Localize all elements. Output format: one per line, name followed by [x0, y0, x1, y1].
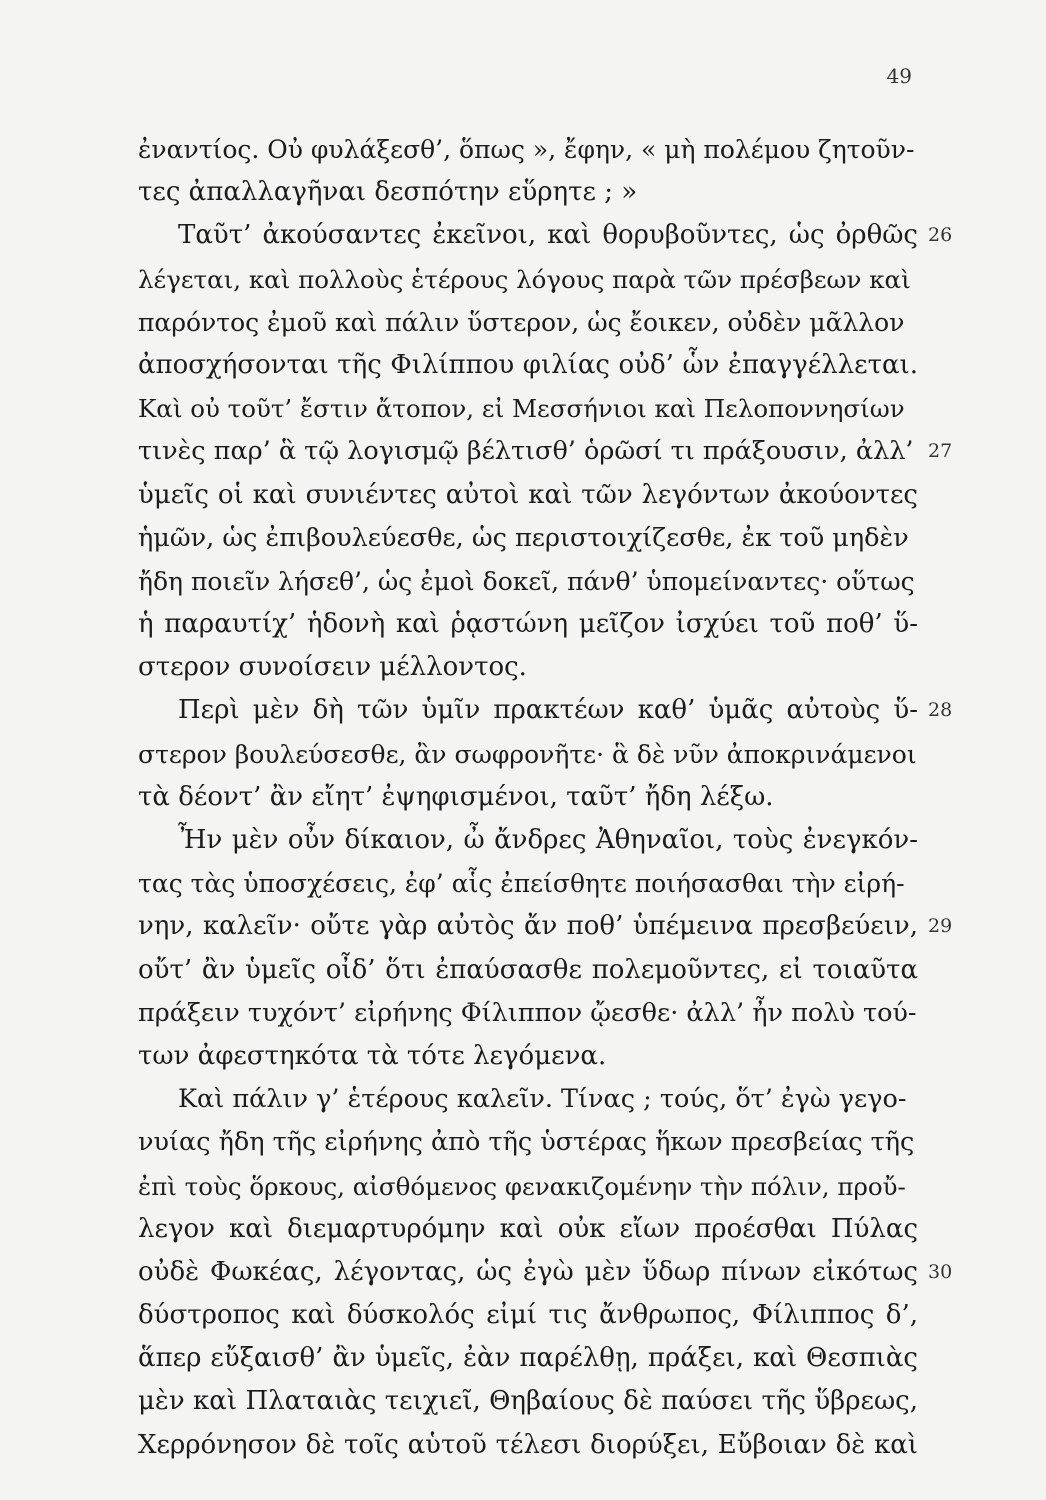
text-line [138, 128, 918, 171]
text-line-content: ὑμεῖς οἱ καὶ συνιέντες αὐτοὶ καὶ τῶν λεγόντων ἀκούοντες [138, 479, 918, 510]
text-line [138, 474, 918, 517]
text-line [138, 301, 918, 344]
text-line [138, 862, 918, 905]
text-line [138, 646, 918, 689]
text-line-content: Χερρόνησον δὲ τοῖς αὑτοῦ τέλεσι διορύξει, Εὔβοιαν δὲ καὶ [138, 1429, 918, 1460]
text-line [138, 776, 918, 819]
text-body [138, 128, 953, 1467]
section-number: 28 [928, 699, 953, 722]
text-line-content: ἅπερ εὔξαισθ’ ἂν ὑμεῖς, ἐὰν παρέλθῃ, πράξει, καὶ Θεσπιὰς [138, 1343, 918, 1374]
text-line-content: Καὶ πάλιν γ’ ἑτέρους καλεῖν. Τίνας ; τούς, ὅτ’ ἐγὼ γεγο- [178, 1084, 907, 1115]
text-line-content: οὐδὲ Φωκέας, λέγοντας, ὡς ἐγὼ μὲν ὕδωρ πίνων εἰκότως [138, 1256, 918, 1287]
text-line-content: λεγον καὶ διεμαρτυρόμην καὶ οὐκ εἴων προέσθαι Πύλας [138, 1213, 918, 1244]
text-line-content: δύστροπος καὶ δύσκολός εἰμί τις ἄνθρωπος, Φίλιππος δ’, [138, 1300, 918, 1331]
text-line-content: τὰ δέοντ’ ἂν εἴητ’ ἐψηφισμένοι, ταῦτ’ ἤδη λέξω. [138, 781, 774, 812]
text-line [138, 1380, 918, 1423]
text-line [138, 949, 918, 992]
text-line [138, 1035, 918, 1078]
text-line [138, 1424, 918, 1467]
text-line-content: ἀποσχήσονται τῆς Φιλίππου φιλίας οὐδ’ ὧν ἐπαγγέλλεται. [138, 349, 918, 380]
text-line [138, 1294, 918, 1337]
text-line-content: Καὶ οὐ τοῦτ’ ἔστιν ἄτοπον, εἰ Μεσσήνιοι καὶ Πελοποννησίων [138, 394, 905, 424]
text-line [138, 1337, 918, 1380]
section-number: 27 [928, 440, 953, 463]
text-line-content: ἡμῶν, ὡς ἐπιβουλεύεσθε, ὡς περιστοιχίζεσθε, ἐκ τοῦ μηδὲν [138, 522, 909, 553]
text-line-content: ἤδη ποιεῖν λήσεθ’, ὡς ἐμοὶ δοκεῖ, πάνθ’ ὑπομείναντες· οὕτως [138, 566, 915, 596]
text-line-content: ἡ παραυτίχ’ ἡδονὴ καὶ ῥᾳστώνη μεῖζον ἰσχύει τοῦ ποθ’ ὕ- [138, 609, 918, 640]
text-line [138, 344, 918, 387]
text-line-content: ἐναντίος. Οὐ φυλάξεσθ’, ὅπως », ἔφην, « μὴ πολέμου ζητοῦν- [138, 135, 915, 164]
text-line-content: νυίας ἤδη τῆς εἰρήνης ἀπὸ τῆς ὑστέρας ἥκων πρεσβείας τῆς [138, 1127, 915, 1158]
page-number: 49 [886, 64, 912, 88]
text-line [138, 1208, 918, 1251]
text-line [138, 819, 918, 862]
text-line [138, 171, 918, 214]
text-line-content: τας τὰς ὑποσχέσεις, ἐφ’ αἷς ἐπείσθητε ποιήσασθαι τὴν εἰρή- [138, 869, 905, 899]
text-line-content: των ἀφεστηκότα τὰ τότε λεγόμενα. [138, 1040, 607, 1071]
text-line-content: νην, καλεῖν· οὔτε γὰρ αὐτὸς ἄν ποθ’ ὑπέμεινα πρεσβεύειν, [138, 911, 918, 942]
text-line [138, 689, 953, 732]
section-number: 26 [928, 224, 953, 247]
text-line-content: τες ἀπαλλαγῆναι δεσπότην εὕρητε ; » [138, 177, 638, 208]
text-line [138, 258, 918, 301]
text-line-content: οὔτ’ ἂν ὑμεῖς οἶδ’ ὅτι ἐπαύσασθε πολεμοῦντες, εἰ τοιαῦτα [138, 954, 918, 985]
text-line-content: λέγεται, καὶ πολλοὺς ἑτέρους λόγους παρὰ τῶν πρέσβεων καὶ [138, 264, 911, 294]
text-line [138, 1165, 918, 1208]
text-line-content: Περὶ μὲν δὴ τῶν ὑμῖν πρακτέων καθ’ ὑμᾶς αὐτοὺς ὕ- [178, 695, 918, 726]
text-line-content: μὲν καὶ Πλαταιὰς τειχιεῖ, Θηβαίους δὲ παύσει τῆς ὕβρεως, [138, 1386, 918, 1417]
text-line-content: τινὲς παρ’ ἃ τῷ λογισμῷ βέλτισθ’ ὁρῶσί τι πράξουσιν, ἀλλ’ [138, 436, 914, 467]
text-line-content: ἐπὶ τοὺς ὅρκους, αἰσθόμενος φενακιζομένην τὴν πόλιν, προὔ- [138, 1171, 906, 1201]
text-line [138, 517, 918, 560]
text-line-content: Ἦν μὲν οὖν δίκαιον, ὦ ἄνδρες Ἀθηναῖοι, τοὺς ἐνεγκόν- [178, 825, 918, 855]
text-line [138, 733, 918, 776]
text-line-content: πράξειν τυχόντ’ εἰρήνης Φίλιππον ᾤεσθε· ἀλλ’ ἦν πολὺ τού- [138, 997, 917, 1028]
text-line-content: στερον συνοίσειν μέλλοντος. [138, 652, 527, 683]
text-line [138, 603, 918, 646]
text-line-content: στερον βουλεύσεσθε, ἂν σωφρονῆτε· ἃ δὲ νῦν ἀποκρινάμενοι [138, 739, 917, 769]
text-line [138, 560, 918, 603]
text-line-content: Ταῦτ’ ἀκούσαντες ἐκεῖνοι, καὶ θορυβοῦντες, ὡς ὀρθῶς [178, 220, 918, 251]
text-line [138, 214, 953, 257]
text-line-content: παρόντος ἐμοῦ καὶ πάλιν ὕστερον, ὡς ἔοικεν, οὐδὲν μᾶλλον [138, 307, 905, 337]
text-line [138, 1251, 953, 1294]
section-number: 30 [928, 1260, 953, 1283]
text-line [138, 387, 918, 430]
text-line [138, 1078, 918, 1121]
text-line [138, 430, 953, 473]
text-line [138, 992, 918, 1035]
section-number: 29 [928, 915, 953, 938]
text-line [138, 1121, 918, 1164]
text-line [138, 905, 953, 948]
